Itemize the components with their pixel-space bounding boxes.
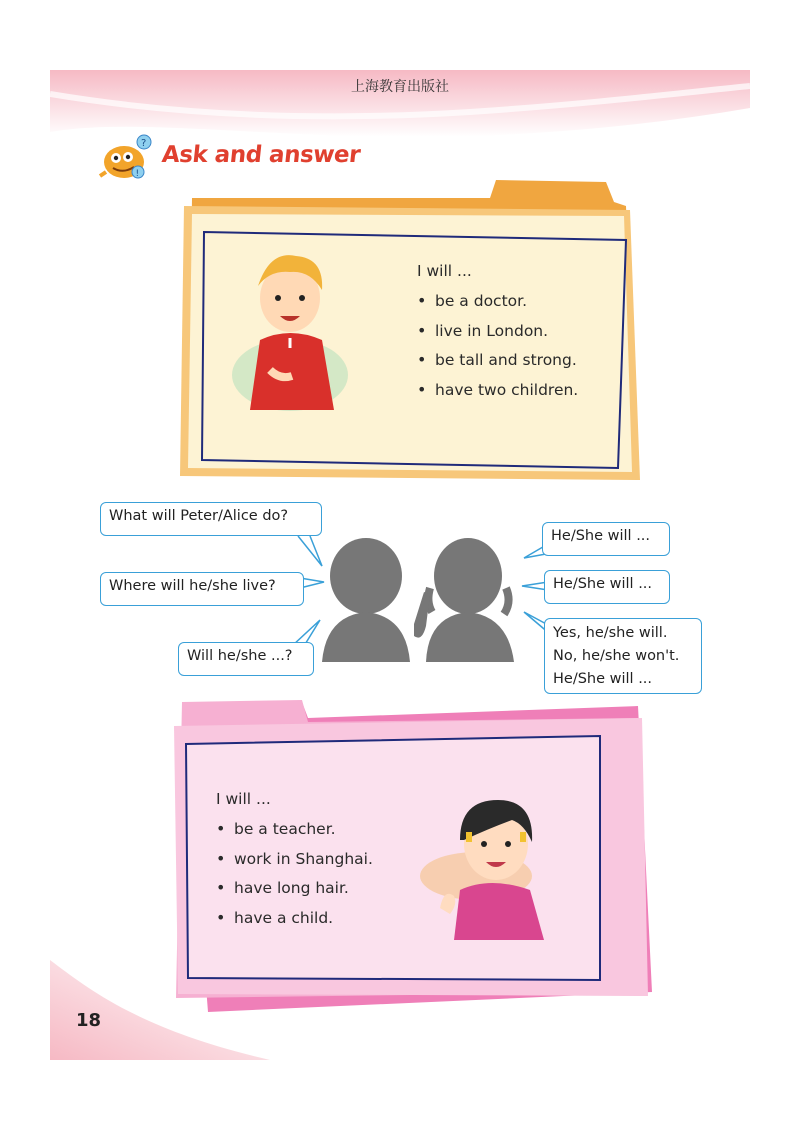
page-number: 18 bbox=[76, 1010, 102, 1031]
girl-statements bbox=[216, 790, 373, 938]
girl-illustration bbox=[420, 780, 560, 940]
girl-item: • be a teacher. bbox=[216, 820, 373, 838]
boy-illustration bbox=[230, 240, 350, 420]
question-bubble: Where will he/she live? bbox=[100, 572, 304, 606]
boy-item: • have two children. bbox=[417, 381, 578, 399]
answer-line: No, he/she won't. bbox=[553, 648, 680, 664]
textbook-page bbox=[50, 70, 750, 1060]
answer-bubble: He/She will ... bbox=[544, 570, 670, 604]
section-title: Ask and answer bbox=[160, 142, 362, 168]
boy-item: • be tall and strong. bbox=[417, 351, 578, 369]
publisher-name: 上海教育出版社 bbox=[351, 79, 449, 95]
boy-item: • live in London. bbox=[417, 322, 578, 340]
boy-item: • be a doctor. bbox=[417, 292, 578, 310]
svg-text:!: ! bbox=[135, 169, 140, 179]
girl-item: • work in Shanghai. bbox=[216, 850, 373, 868]
girl-item: • have long hair. bbox=[216, 879, 373, 897]
answer-bubble: He/She will ... bbox=[542, 522, 670, 556]
girl-lead: I will ... bbox=[216, 790, 271, 808]
boy-lead: I will ... bbox=[417, 262, 472, 280]
question-bubble: What will Peter/Alice do? bbox=[100, 502, 322, 536]
answer-bubble-multiline bbox=[544, 618, 702, 694]
bubble-tails bbox=[280, 530, 580, 650]
answer-line: He/She will ... bbox=[553, 671, 653, 687]
question-bubble: Will he/she ...? bbox=[178, 642, 314, 676]
answer-line: Yes, he/she will. bbox=[553, 625, 668, 641]
monster-mascot-icon bbox=[98, 132, 160, 182]
footer-swoosh bbox=[50, 950, 270, 1060]
girl-item: • have a child. bbox=[216, 909, 373, 927]
boy-statements bbox=[417, 262, 578, 410]
svg-text:?: ? bbox=[141, 138, 147, 149]
